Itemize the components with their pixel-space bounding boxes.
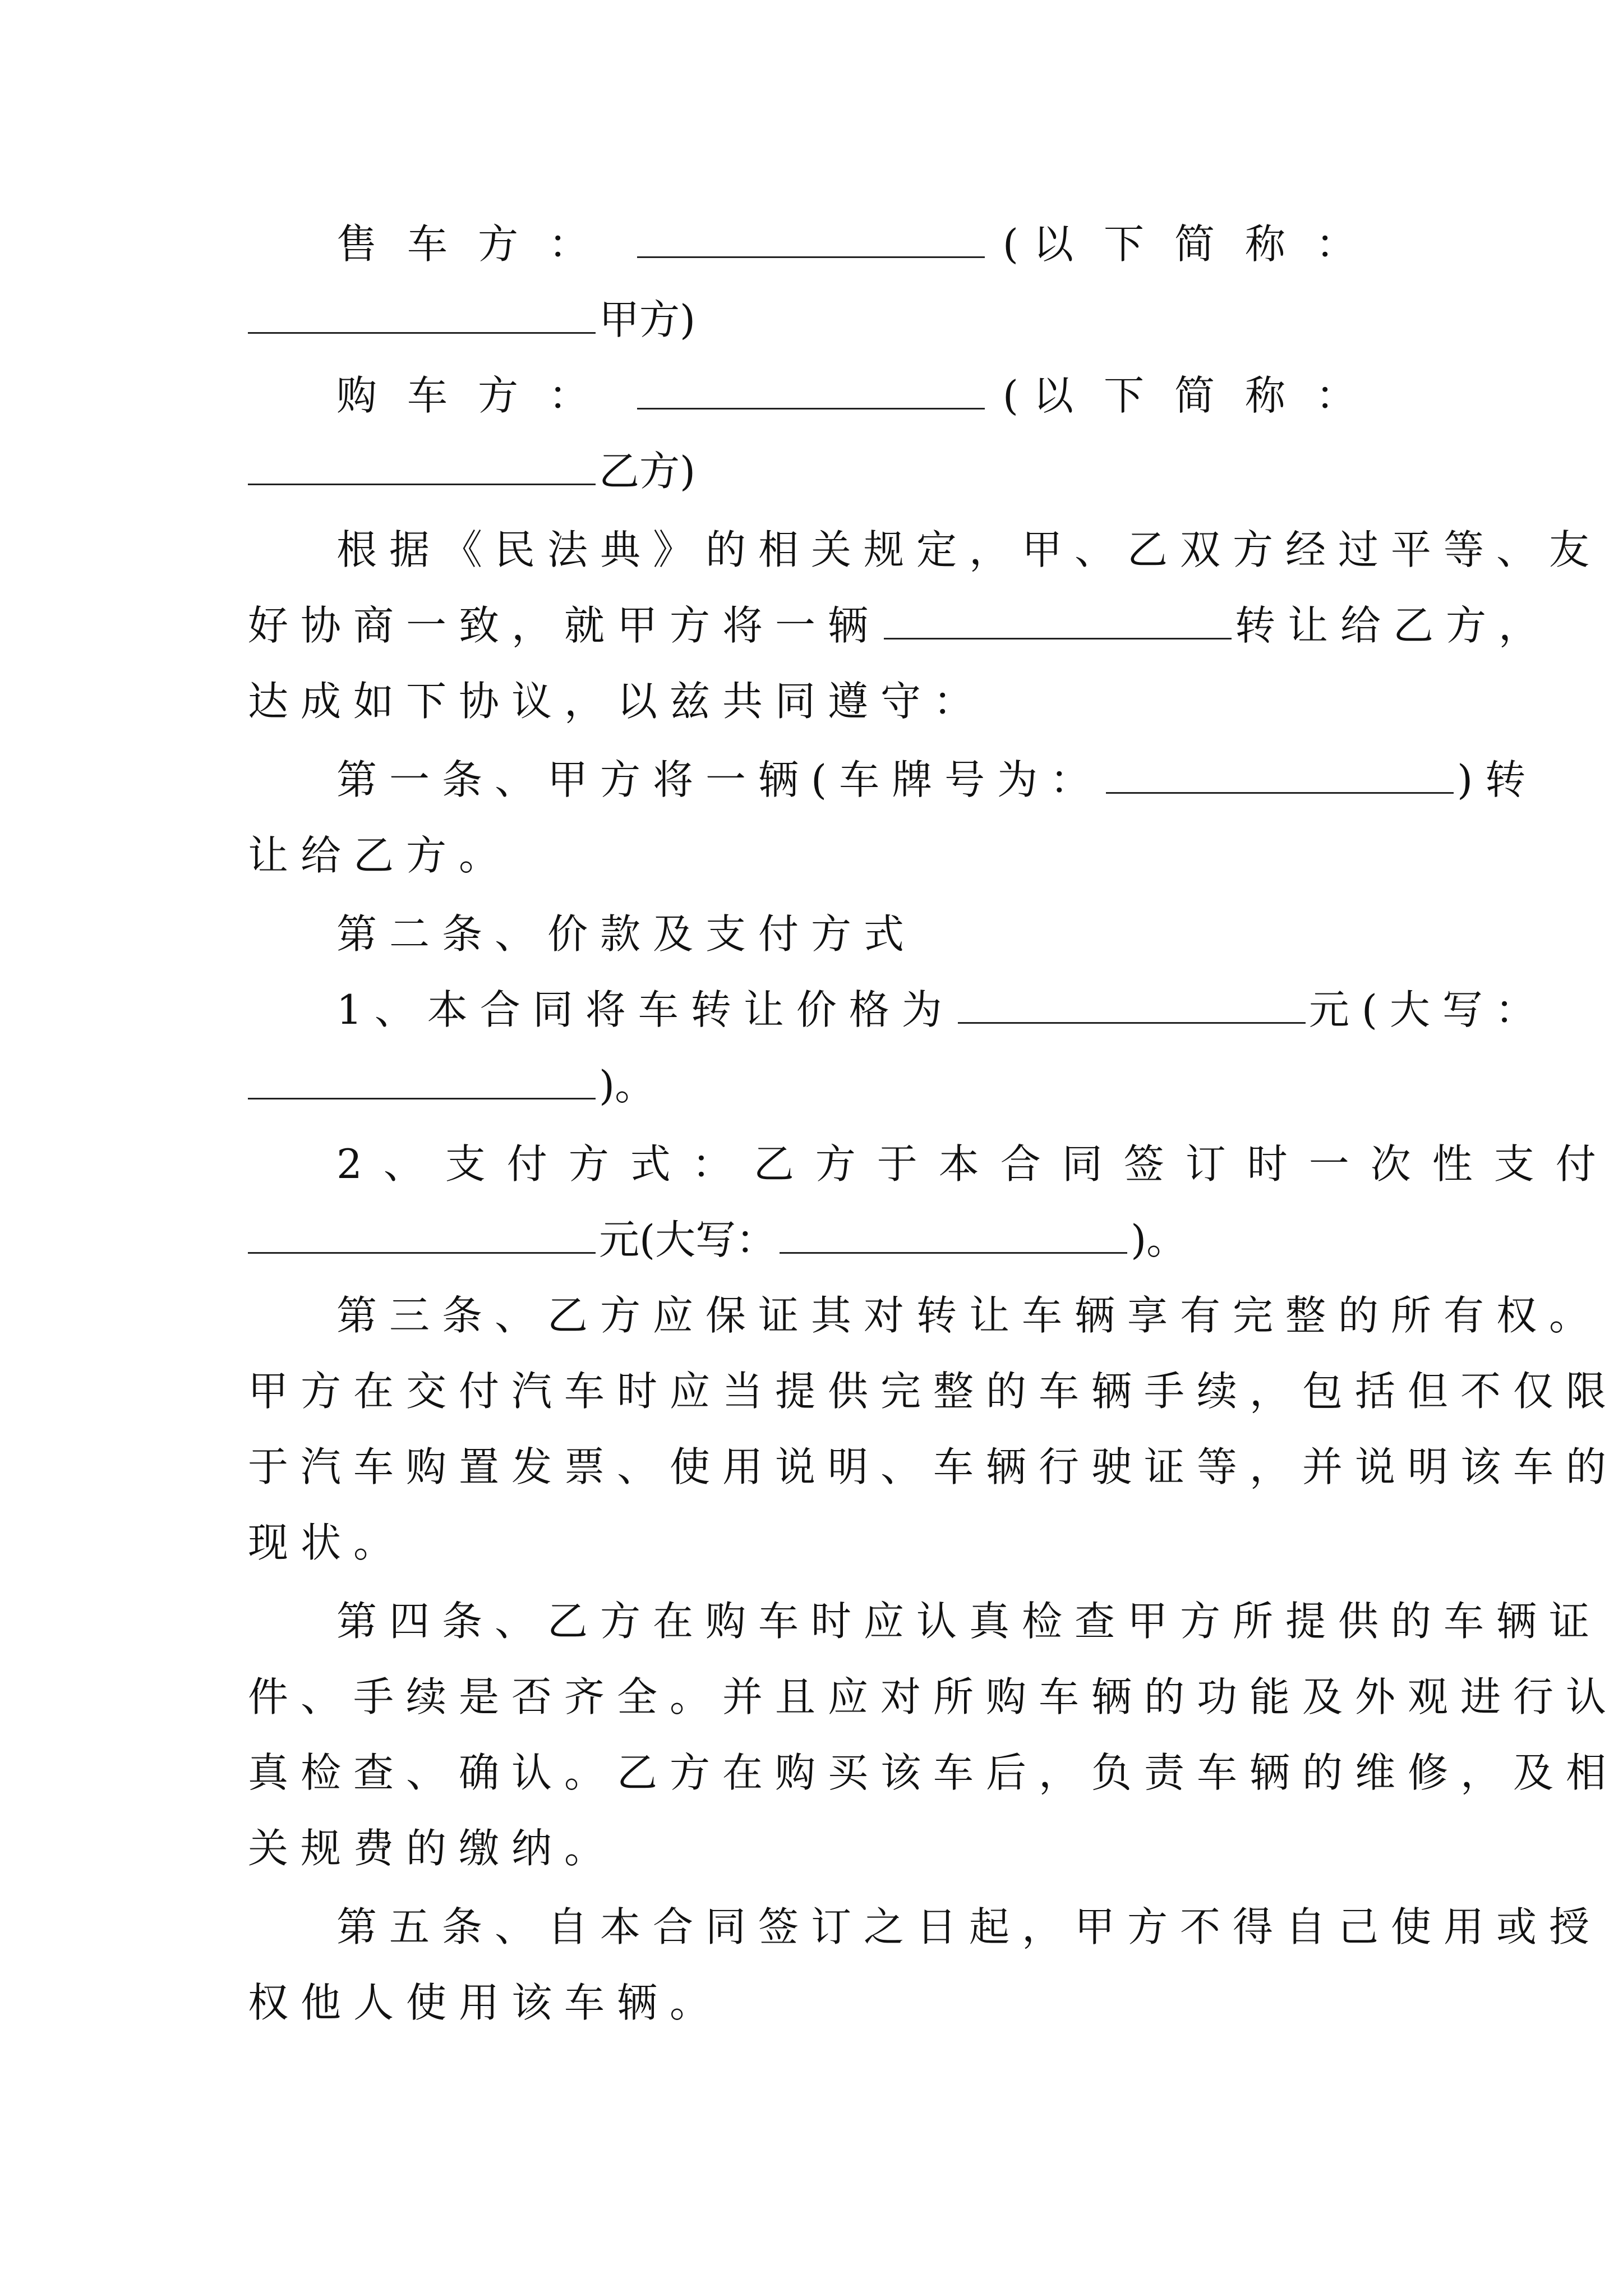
article2-item2-line-2 <box>248 1200 1386 1279</box>
preamble-line-2 <box>248 586 1552 665</box>
article2-item2-mid: 元(大写： <box>599 1216 777 1263</box>
seller-label: 售车方： <box>336 220 620 268</box>
buyer-paren: ( <box>1002 372 1019 419</box>
preamble-line-2-post: 转让给乙方， <box>1235 602 1552 649</box>
buyer-hint: 以下简称： <box>1032 372 1386 419</box>
article3-line-1: 第三条、乙方应保证其对转让车辆享有完整的所有权。 <box>336 1292 1602 1339</box>
seller-abbr-row <box>248 280 1386 359</box>
price-blank[interactable] <box>958 982 1306 1024</box>
article1-line-1-post: )转 <box>1457 756 1538 803</box>
article3-line-3: 于汽车购置发票、使用说明、车辆行驶证等，并说明该车的 <box>248 1443 1619 1490</box>
buyer-name-blank[interactable] <box>637 367 985 409</box>
article1-line-1-pre: 第一条、甲方将一辆(车牌号为： <box>336 756 1103 803</box>
article2-title: 第二条、价款及支付方式 <box>336 910 917 958</box>
seller-name-blank[interactable] <box>637 216 985 258</box>
article3-line-2: 甲方在交付汽车时应当提供完整的车辆手续，包括但不仅限 <box>248 1368 1619 1415</box>
buyer-label: 购车方： <box>336 372 620 419</box>
buyer-row <box>336 356 1386 435</box>
article2-item1-mid: 元(大写： <box>1308 986 1548 1033</box>
article3-line-4: 现状。 <box>248 1519 407 1566</box>
article4-line-2: 件、手续是否齐全。并且应对所购车辆的功能及外观进行认 <box>248 1673 1619 1720</box>
article2-item1-line-1 <box>336 970 1548 1049</box>
vehicle-blank[interactable] <box>884 597 1232 639</box>
seller-abbr-blank[interactable] <box>248 292 596 334</box>
article2-item1-pre: 1、本合同将车转让价格为 <box>336 986 955 1033</box>
preamble-line-2-pre: 好协商一致，就甲方将一辆 <box>248 602 881 649</box>
seller-hint: 以下简称： <box>1032 220 1386 268</box>
article1-line-1 <box>336 740 1538 819</box>
article5-line-1: 第五条、自本合同签订之日起，甲方不得自己使用或授 <box>336 1903 1602 1950</box>
article2-item1-line-2 <box>248 1046 1386 1125</box>
payment-amount-blank[interactable] <box>248 1212 596 1254</box>
article2-item2-line-1: 2、支付方式：乙方于本合同签订时一次性支付 <box>336 1140 1617 1188</box>
plate-number-blank[interactable] <box>1106 752 1454 794</box>
buyer-abbr: 乙方) <box>599 448 696 495</box>
article2-item2-end: )。 <box>1131 1216 1187 1263</box>
article2-item1-end: )。 <box>599 1062 656 1109</box>
seller-paren: ( <box>1002 220 1019 268</box>
article1-line-2: 让给乙方。 <box>248 832 512 879</box>
seller-row <box>336 205 1386 283</box>
price-uppercase-blank[interactable] <box>248 1057 596 1099</box>
article5-line-2: 权他人使用该车辆。 <box>248 1979 723 2026</box>
article4-line-4: 关规费的缴纳。 <box>248 1825 617 1872</box>
preamble-line-3: 达成如下协议，以兹共同遵守： <box>248 678 986 725</box>
buyer-abbr-blank[interactable] <box>248 443 596 485</box>
article4-line-3: 真检查、确认。乙方在购买该车后，负责车辆的维修，及相 <box>248 1749 1619 1796</box>
article4-line-1: 第四条、乙方在购车时应认真检查甲方所提供的车辆证 <box>336 1598 1602 1645</box>
preamble-line-1: 根据《民法典》的相关规定，甲、乙双方经过平等、友 <box>336 526 1602 573</box>
payment-uppercase-blank[interactable] <box>780 1212 1127 1254</box>
buyer-abbr-row <box>248 432 1386 510</box>
seller-abbr: 甲方) <box>599 296 696 343</box>
